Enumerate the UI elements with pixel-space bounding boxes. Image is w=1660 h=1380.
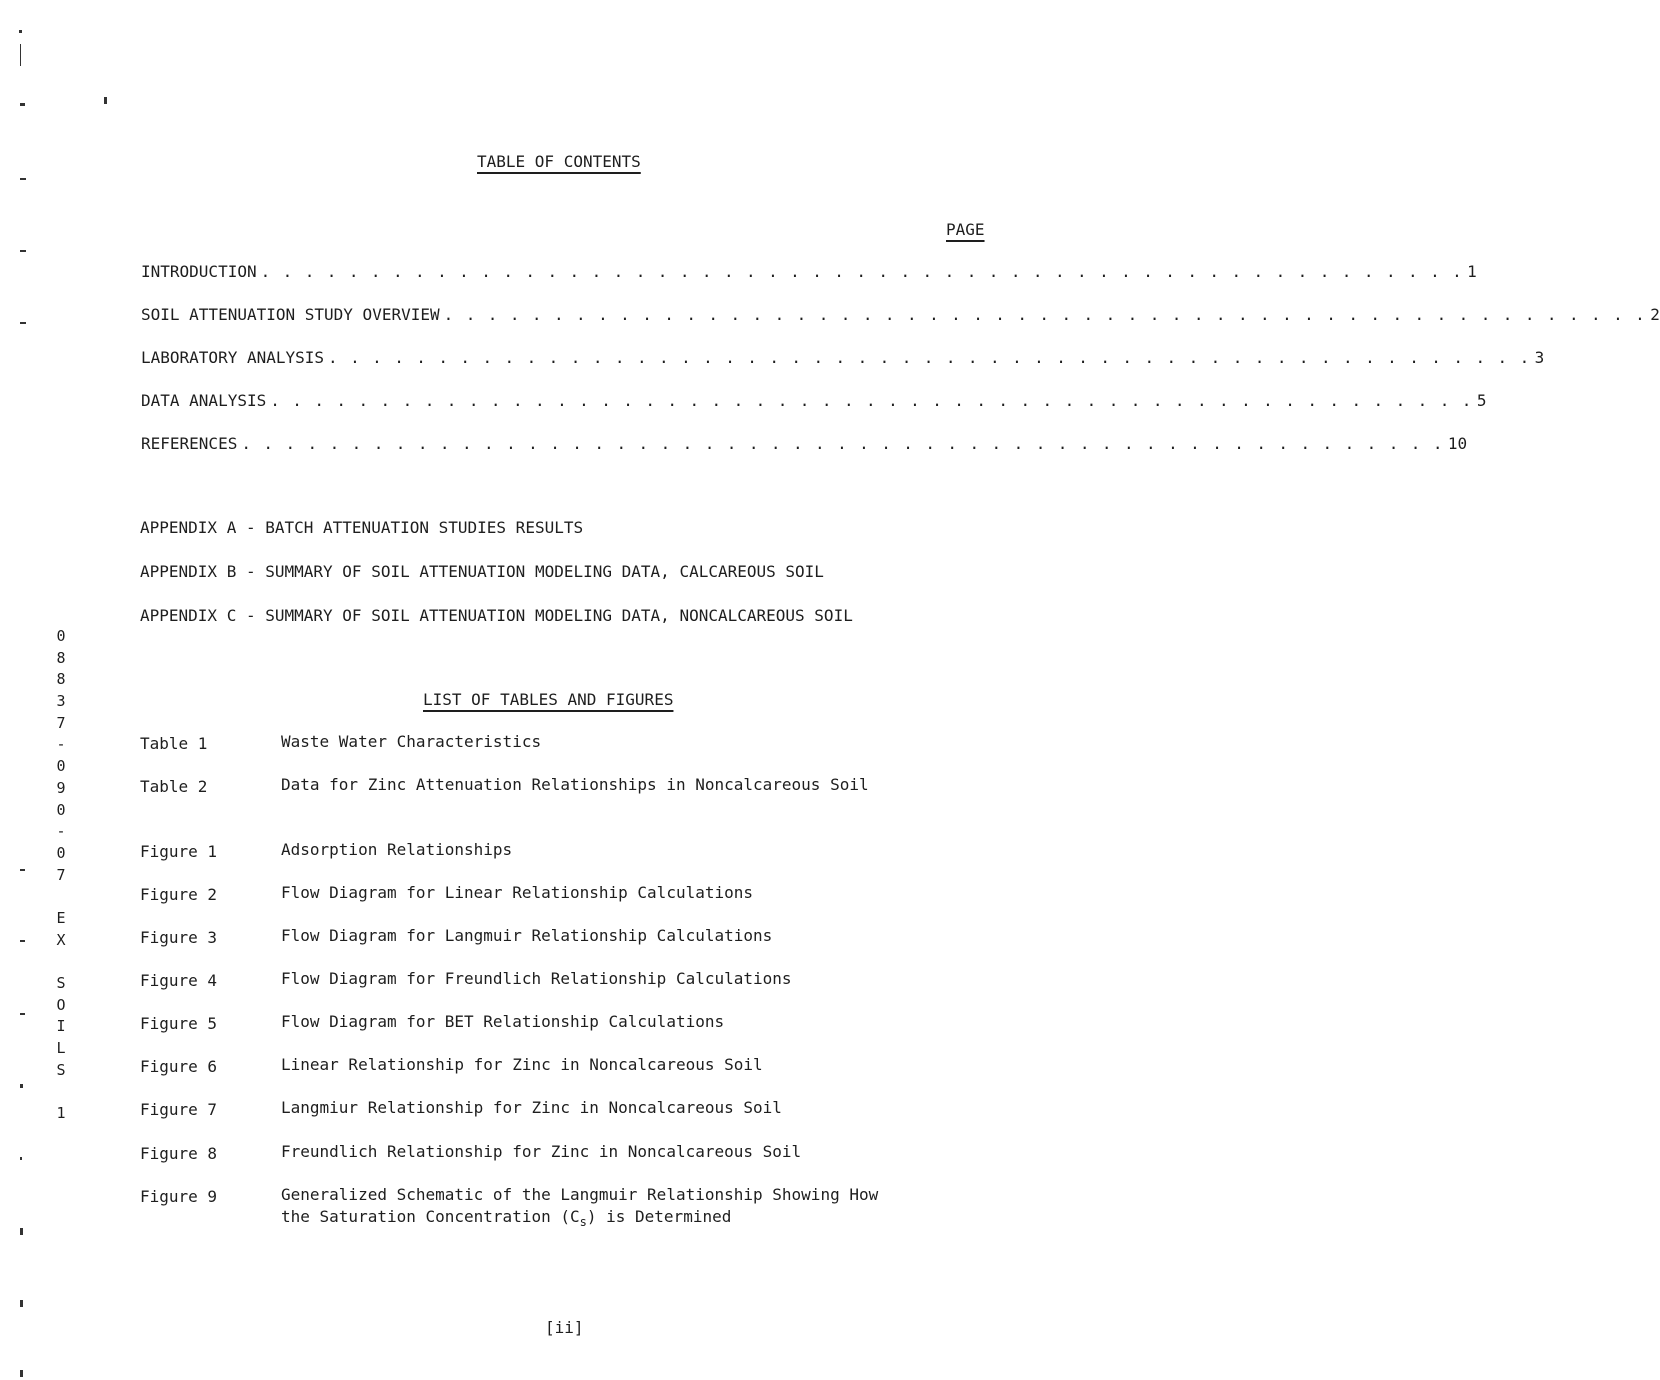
entry-label: Figure 6 xyxy=(140,1057,218,1076)
toc-leader: . . . . . . . . . . . . . . . . . . . . . . . . . . . . . . . . . . . . . . . . . . . . . . . . . . . . . . . xyxy=(270,391,1473,410)
scan-mark xyxy=(20,1228,23,1235)
id-char: I xyxy=(56,1017,66,1036)
scan-mark xyxy=(20,178,26,180)
entry-caption: Freundlich Relationship for Zinc in Noncalcareous Soil xyxy=(281,1142,802,1161)
id-char: O xyxy=(56,995,66,1014)
entry-caption: Data for Zinc Attenuation Relationships in Noncalcareous Soil xyxy=(281,775,869,794)
scan-mark xyxy=(20,1300,23,1307)
subscript-s: s xyxy=(579,1215,587,1230)
toc-label: DATA ANALYSIS xyxy=(141,391,267,410)
entry-caption: Generalized Schematic of the Langmuir Relationship Showing How xyxy=(281,1185,879,1204)
toc-page-number: 5 xyxy=(1476,391,1487,410)
toc-entry-references[interactable] xyxy=(141,434,1468,456)
id-char xyxy=(54,886,68,908)
page-title: TABLE OF CONTENTS xyxy=(477,152,641,171)
entry-caption: Flow Diagram for Freundlich Relationship Calculations xyxy=(281,969,792,988)
toc-label: LABORATORY ANALYSIS xyxy=(141,348,325,367)
entry-label: Figure 1 xyxy=(140,842,218,861)
scan-mark xyxy=(20,1370,23,1377)
id-char: 0 xyxy=(56,843,66,862)
id-char: L xyxy=(56,1039,66,1058)
scan-mark xyxy=(20,940,25,942)
appendix-c[interactable]: APPENDIX C - SUMMARY OF SOIL ATTENUATION MODELING DATA, NONCALCAREOUS SOIL xyxy=(140,606,853,625)
toc-label: REFERENCES xyxy=(141,434,238,453)
id-char: 8 xyxy=(56,648,66,667)
caption-text: the Saturation Concentration (C xyxy=(281,1207,580,1226)
entry-caption: Adsorption Relationships xyxy=(281,840,513,859)
toc-leader: . . . . . . . . . . . . . . . . . . . . . . . . . . . . . . . . . . . . . . . . . . . . . . . . . . . . . . . xyxy=(328,348,1531,367)
entry-caption: Flow Diagram for Linear Relationship Calculations xyxy=(281,883,754,902)
entry-label: Figure 2 xyxy=(140,885,218,904)
scan-mark xyxy=(20,103,25,106)
entry-caption: Linear Relationship for Zinc in Noncalcareous Soil xyxy=(281,1055,763,1074)
id-char: 0 xyxy=(56,800,66,819)
id-char: 0 xyxy=(56,757,66,776)
scan-mark xyxy=(20,1013,25,1015)
id-char: X xyxy=(56,930,66,949)
id-char: 9 xyxy=(56,778,66,797)
scan-mark xyxy=(104,97,107,104)
toc-entry-laboratory-analysis[interactable] xyxy=(141,348,1545,370)
id-char xyxy=(54,1081,68,1103)
entry-label: Figure 8 xyxy=(140,1144,218,1163)
toc-leader: . . . . . . . . . . . . . . . . . . . . . . . . . . . . . . . . . . . . . . . . . . . . . . . . . . . . . . . xyxy=(241,434,1444,453)
id-char: 7 xyxy=(56,713,66,732)
toc-leader: . . . . . . . . . . . . . . . . . . . . . . . . . . . . . . . . . . . . . . . . . . . . . . . . . . . . . . . xyxy=(443,305,1647,324)
id-char: - xyxy=(56,735,66,754)
caption-text: ) is Determined xyxy=(586,1207,732,1226)
footer-page-number: [ii] xyxy=(545,1318,584,1337)
scan-mark xyxy=(20,1084,23,1088)
scan-mark xyxy=(20,322,26,324)
toc-page-number: 10 xyxy=(1447,434,1468,453)
appendix-b[interactable]: APPENDIX B - SUMMARY OF SOIL ATTENUATION MODELING DATA, CALCAREOUS SOIL xyxy=(140,562,824,581)
entry-label: Figure 4 xyxy=(140,971,218,990)
id-char xyxy=(54,951,68,973)
entry-label: Figure 5 xyxy=(140,1014,218,1033)
toc-entry-overview[interactable] xyxy=(141,305,1660,327)
toc-leader: . . . . . . . . . . . . . . . . . . . . . . . . . . . . . . . . . . . . . . . . . . . . . . . . . . . . . . . xyxy=(260,262,1464,281)
scan-mark xyxy=(20,44,21,66)
page-column-heading: PAGE xyxy=(946,220,985,239)
scan-mark xyxy=(19,30,22,33)
entry-caption: Flow Diagram for BET Relationship Calculations xyxy=(281,1012,725,1031)
id-char: E xyxy=(56,908,66,927)
scan-mark xyxy=(20,869,25,871)
toc-page-number: 2 xyxy=(1650,305,1660,324)
entry-caption: Langmiur Relationship for Zinc in Noncalcareous Soil xyxy=(281,1098,782,1117)
toc-label: SOIL ATTENUATION STUDY OVERVIEW xyxy=(141,305,440,324)
id-char: 0 xyxy=(56,627,66,645)
entry-caption: Flow Diagram for Langmuir Relationship Calculations xyxy=(281,926,773,945)
id-char: 3 xyxy=(56,692,66,711)
appendix-a[interactable]: APPENDIX A - BATCH ATTENUATION STUDIES RESULTS xyxy=(140,518,584,537)
id-char: S xyxy=(56,974,66,992)
toc-entry-data-analysis[interactable] xyxy=(141,391,1487,413)
id-char: S xyxy=(56,1060,66,1079)
entry-label: Figure 9 xyxy=(140,1187,218,1206)
id-char: - xyxy=(56,822,66,841)
toc-entry-introduction[interactable] xyxy=(141,262,1477,284)
scan-mark xyxy=(20,1157,22,1160)
entry-caption: Waste Water Characteristics xyxy=(281,732,542,751)
entry-label: Figure 7 xyxy=(140,1100,218,1119)
entry-label: Figure 3 xyxy=(140,928,218,947)
entry-label: Table 2 xyxy=(140,777,208,796)
list-title: LIST OF TABLES AND FIGURES xyxy=(423,690,674,709)
id-char: 7 xyxy=(56,865,66,884)
scan-mark xyxy=(20,250,26,252)
entry-label: Table 1 xyxy=(140,734,208,753)
vertical-document-id xyxy=(54,626,68,1125)
id-char: 8 xyxy=(56,670,66,689)
id-char: 1 xyxy=(56,1104,66,1123)
toc-page-number: 1 xyxy=(1467,262,1477,281)
entry-caption-line2 xyxy=(281,1206,731,1233)
toc-page-number: 3 xyxy=(1534,348,1545,367)
toc-label: INTRODUCTION xyxy=(141,262,257,281)
